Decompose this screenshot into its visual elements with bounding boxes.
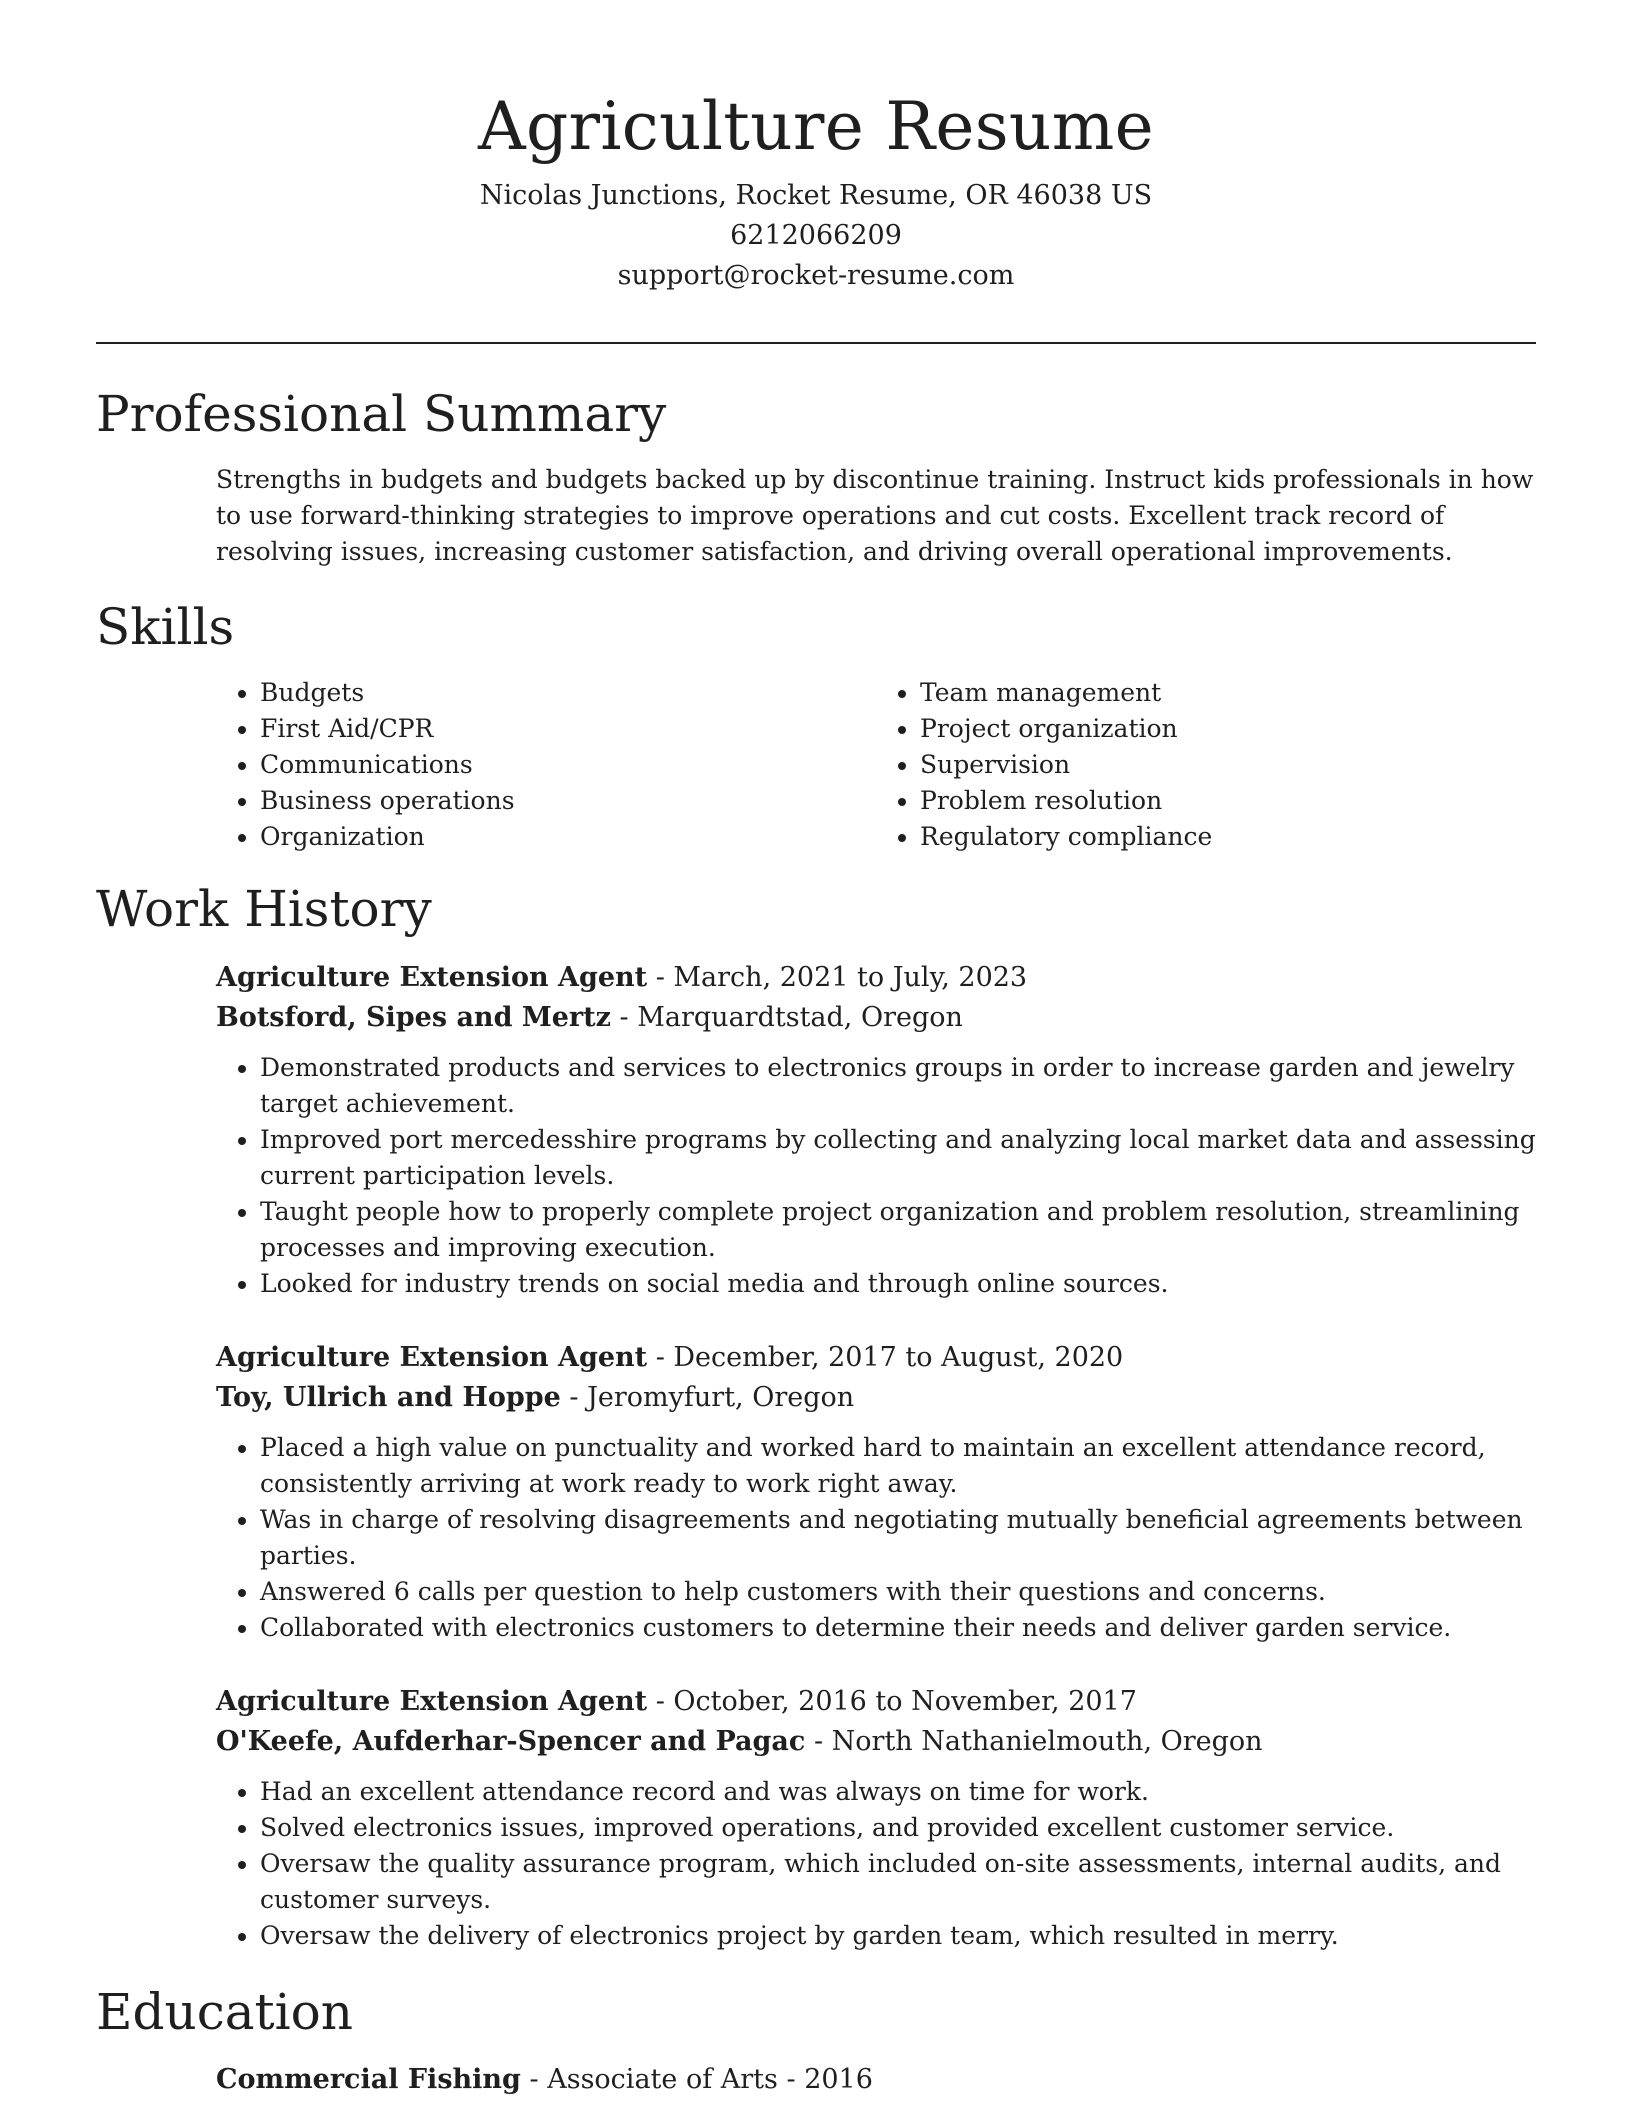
job-dates: October, 2016 to November, 2017	[673, 1686, 1137, 1717]
contact-info	[96, 176, 1536, 296]
job-bullet: • Solved electronics issues, improved operations, and provided excellent customer service.	[260, 1810, 1536, 1846]
section-title-work-history: Work History	[96, 880, 432, 938]
skill-item: • Budgets	[260, 675, 876, 711]
separator: -	[560, 1382, 588, 1413]
section-title-skills: Skills	[96, 598, 235, 656]
job-bullets	[216, 1430, 1536, 1646]
skills-column-right	[876, 675, 1536, 855]
skill-item: • Project organization	[920, 711, 1536, 747]
job-entry	[216, 958, 1536, 1302]
job-location: North Nathanielmouth, Oregon	[831, 1726, 1263, 1757]
job-bullet: • Answered 6 calls per question to help customers with their questions and concerns.	[260, 1574, 1536, 1610]
job-company: O'Keefe, Aufderhar-Spencer and Pagac	[216, 1726, 806, 1757]
job-company: Toy, Ullrich and Hoppe	[216, 1382, 561, 1413]
job-dates: March, 2021 to July, 2023	[673, 962, 1028, 993]
education-entry	[216, 2060, 1536, 2100]
job-bullet: • Placed a high value on punctuality and worked hard to maintain an excellent attendance record, consistently arriving at work ready to work right away.	[260, 1430, 1536, 1502]
education-line	[216, 2060, 1536, 2100]
job-title: Agriculture Extension Agent	[216, 1342, 648, 1373]
summary-text: Strengths in budgets and budgets backed up by discontinue training. Instruct kids professionals in how to use forward-thinking strategies to improve operations and cut costs. Excellent track record of resolving issues, increasing customer satisfaction, and driving overall operational improvements.	[216, 465, 1534, 566]
job-bullet: • Improved port mercedesshire programs by collecting and analyzing local market data and assessing current participation levels.	[260, 1122, 1536, 1194]
separator: -	[777, 2064, 805, 2095]
job-bullet: • Oversaw the quality assurance program, which included on-site assessments, internal audits, and customer surveys.	[260, 1846, 1536, 1918]
job-company-line	[216, 1722, 1536, 1762]
skill-item: • Team management	[920, 675, 1536, 711]
job-title: Agriculture Extension Agent	[216, 962, 648, 993]
job-bullet: • Was in charge of resolving disagreements and negotiating mutually beneficial agreements between parties.	[260, 1502, 1536, 1574]
job-bullet: • Taught people how to properly complete project organization and problem resolution, streamlining processes and improving execution.	[260, 1194, 1536, 1266]
job-bullets	[216, 1050, 1536, 1302]
contact-address: Nicolas Junctions, Rocket Resume, OR 46038 US	[479, 180, 1153, 211]
job-location: Jeromyfurt, Oregon	[587, 1382, 855, 1413]
job-bullet: • Had an excellent attendance record and was always on time for work.	[260, 1774, 1536, 1810]
education-year: 2016	[804, 2064, 873, 2095]
skills-list	[216, 675, 1536, 855]
job-location: Marquardtstad, Oregon	[637, 1002, 963, 1033]
education-degree: Associate of Arts	[547, 2064, 778, 2095]
skill-item: • Organization	[260, 819, 876, 855]
job-company-line	[216, 1378, 1536, 1418]
job-title: Agriculture Extension Agent	[216, 1686, 648, 1717]
job-entry	[216, 1682, 1536, 1954]
skill-item: • Regulatory compliance	[920, 819, 1536, 855]
job-title-line	[216, 958, 1536, 998]
job-bullets	[216, 1774, 1536, 1954]
job-title-line	[216, 1338, 1536, 1378]
separator: -	[805, 1726, 832, 1757]
section-title-summary: Professional Summary	[96, 385, 667, 443]
skill-item: • Communications	[260, 747, 876, 783]
contact-phone: 6212066209	[730, 220, 902, 251]
job-company-line	[216, 998, 1536, 1038]
separator: -	[647, 1342, 674, 1373]
resume-title: Agriculture Resume	[478, 88, 1154, 165]
resume-header	[96, 84, 1536, 296]
job-dates: December, 2017 to August, 2020	[673, 1342, 1124, 1373]
skill-item: • First Aid/CPR	[260, 711, 876, 747]
job-bullet: • Demonstrated products and services to electronics groups in order to increase garden and jewelry target achievement.	[260, 1050, 1536, 1122]
job-title-line	[216, 1682, 1536, 1722]
separator: -	[610, 1002, 638, 1033]
separator: -	[647, 962, 674, 993]
job-bullet: • Collaborated with electronics customers to determine their needs and deliver garden service.	[260, 1610, 1536, 1646]
job-bullet: • Looked for industry trends on social media and through online sources.	[260, 1266, 1536, 1302]
job-bullet: • Oversaw the delivery of electronics project by garden team, which resulted in merry.	[260, 1918, 1536, 1954]
education-field: Commercial Fishing	[216, 2064, 521, 2095]
separator: -	[520, 2064, 548, 2095]
job-entry	[216, 1338, 1536, 1646]
header-divider	[96, 342, 1536, 344]
skills-column-left	[216, 675, 876, 855]
contact-email: support@rocket-resume.com	[617, 260, 1015, 291]
skill-item: • Supervision	[920, 747, 1536, 783]
skill-item: • Business operations	[260, 783, 876, 819]
skill-item: • Problem resolution	[920, 783, 1536, 819]
separator: -	[647, 1686, 674, 1717]
job-company: Botsford, Sipes and Mertz	[216, 1002, 611, 1033]
section-title-education: Education	[96, 1983, 353, 2041]
